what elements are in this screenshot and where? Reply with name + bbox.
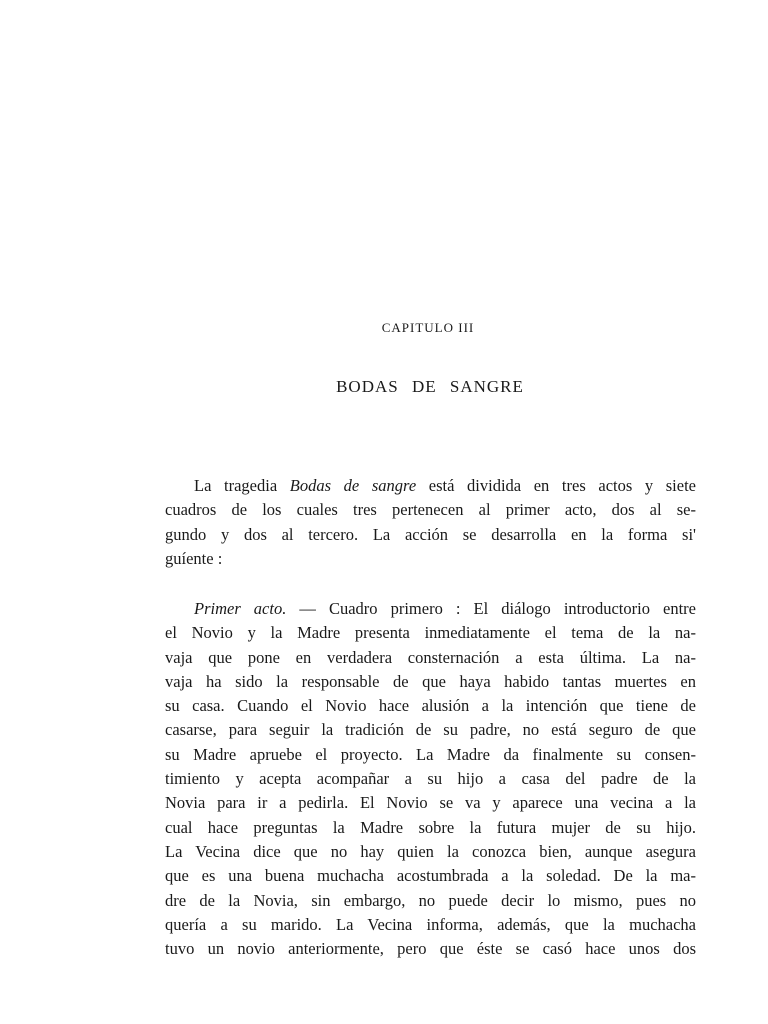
paragraph-2 bbox=[165, 597, 696, 961]
paragraph-line: vaja ha sido la responsable de que haya habido tantas muertes en bbox=[165, 671, 696, 691]
paragraph-line: su Madre apruebe el proyecto. La Madre da finalmente su consen- bbox=[165, 744, 696, 764]
paragraph-line: La Vecina dice que no hay quien la conozca bien, aunque asegura bbox=[165, 841, 696, 861]
paragraph-line: que es una buena muchacha acostumbrada a la soledad. De la ma- bbox=[165, 866, 696, 886]
paragraph-line: vaja que pone en verdadera consternación a esta última. La na- bbox=[165, 647, 696, 667]
paragraph-line: dre de la Novia, sin embargo, no puede decir lo mismo, pues no bbox=[165, 890, 696, 910]
paragraph-line: quería a su marido. La Vecina informa, además, que la muchacha bbox=[165, 914, 696, 934]
paragraph-line: guíente : bbox=[165, 548, 223, 568]
paragraph-line: timiento y acepta acompañar a su hijo a casa del padre de la bbox=[165, 769, 696, 789]
chapter-title: BODAS DE SANGRE bbox=[336, 377, 524, 396]
paragraph-line: tuvo un novio anteriormente, pero que éste se casó hace unos dos bbox=[165, 939, 696, 959]
paragraph-line: el Novio y la Madre presenta inmediatamente el tema de la na- bbox=[165, 623, 696, 643]
paragraph-line: gundo y dos al tercero. La acción se desarrolla en la forma si' bbox=[165, 524, 696, 544]
paragraph-line: casarse, para seguir la tradición de su padre, no está seguro de que bbox=[165, 720, 696, 740]
chapter-label: CAPITULO III bbox=[381, 320, 475, 335]
work-title: Bodas de sangre bbox=[289, 476, 417, 495]
paragraph-line: cual hace preguntas la Madre sobre la futura mujer de su hijo. bbox=[165, 817, 696, 837]
paragraph-line: Novia para ir a pedirla. El Novio se va y aparece una vecina a la bbox=[165, 793, 696, 813]
paragraph-line: La tragedia Bodas de sangre está dividida en tres actos y siete bbox=[194, 476, 696, 495]
act-heading: Primer acto. bbox=[194, 599, 287, 618]
paragraph-line: Primer acto. — Cuadro primero : El diálogo introductorio entre bbox=[194, 599, 696, 618]
paragraph-line: su casa. Cuando el Novio hace alusión a la intención que tiene de bbox=[165, 696, 696, 716]
paragraph-line: cuadros de los cuales tres pertenecen al primer acto, dos al se- bbox=[165, 500, 696, 520]
paragraph-1 bbox=[165, 474, 696, 571]
